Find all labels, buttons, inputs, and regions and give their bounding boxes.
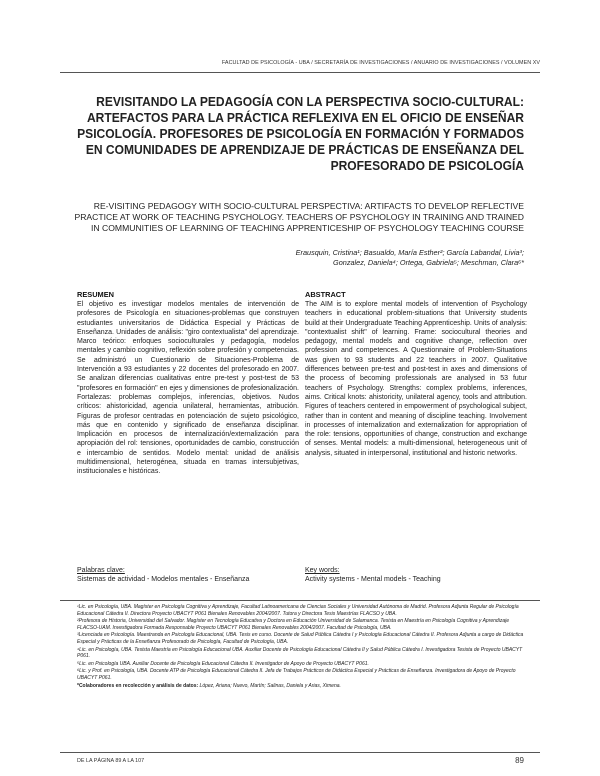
header-rule [60,72,540,73]
footnotes [77,604,526,690]
keywords-en [305,566,441,585]
resumen-text: El objetivo es investigar modelos mentales de intervención de profesores de Psicología en situaciones-problemas que construyen estudiantes universitarios de Didáctica Especial y Prácticas de Enseñanza. Unidades de análisis: "giro contextualista" del aprendizaje. Marco teórico: enfoques socioculturales y pedagogía, modelos mentales y cambio cognitivo, reflexión sobre profesión y competencias. Se administró un Cuestionario de Situaciones-Problema de Intervención a 93 estudiantes y 22 docentes del profesorado en 2007. Se analizan diferencias cualitativas entre pre-test y post-test de 53 "profesores en formación" en ejes y dimensiones de profesionalización. Fortalezas: problemas complejos, inferencias, objetivos. Nudos críticos: ahistoricidad, agencia unilateral, herramientas, atribución. Figuras de profesor centradas en potenciación de sujeto psicológico, más que en contenido y significado de enseñanza disciplinar. Implicación en procesos de internalización/externalización para apropiación del rol: tensiones, oportunidades de cambio, construcción e intercambio de sentidos. Modelo mental: unidad de análisis multidimensional, heterogénea, situada en tramas intersubjetivas, institucionales e históricas. [77,301,299,476]
collaborators-label: *Colaboradores en recolección y análisis de datos: [77,682,199,689]
collaborators-note [77,683,526,690]
resumen-heading: RESUMEN [77,290,114,299]
page-range: DE LA PÁGINA 89 A LA 107 [77,758,145,764]
keywords-en-text: Activity systems - Mental models - Teaching [305,576,441,584]
keywords-en-label: Key words: [305,567,340,574]
resumen-section [77,290,299,477]
abstract-text: The AIM is to explore mental models of intervention of Psychology teachers in educational problem-situations that University students build at their Undergraduate Teaching Apprenticeship. Units of analysis: "contextualist shift" of learning. Frame: sociocultural theories and pedagogy, mental models and cognitive change, reflection over profession and competences. A Questionnaire of Problem-Situations was given to 93 students and 22 teachers in 2007. Qualitative differences between pre-test and post-test in axes and dimensions of the process of becoming professionals are analysed in 53 futur teachers of Psychology. Strengths: complex problems, inferences, aims. Critical knots: ahistoricity, unilateral agency, tools and attribution. Figures of teachers centered in empowerment of psychological subject, rather than in content and meaning of discipline teaching. Involvement in processes of internalization and externalization for appropriation of the role: tensions, opportunities of change, construction and exchange of senses. Mental models: a multi-dimensional, heterogeneous unit of analysis, situated in interpersonal, institutional and historic networks. [305,301,527,457]
footnote-1: ¹Lic. en Psicología, UBA. Magíster en Psicología Cognitiva y Aprendizaje, Facultad Latinoamericana de Ciencias Sociales y Universidad Autónoma de Madrid. Profesora Adjunta Regular de Psicología Educacional Cátedra II. Directora Proyecto UBACYT P061 Bienales Renovables 2004/2007. Tutora y Directora Tesis Maestrías FLACSO y UBA. [77,604,519,617]
page-number: 89 [515,756,524,765]
author-line-2: Gonzalez, Daniela⁴; Ortega, Gabriela⁵; Meschman, Clara⁶* [333,258,524,268]
running-head: FACULTAD DE PSICOLOGÍA - UBA / SECRETARÍA DE INVESTIGACIONES / ANUARIO DE INVESTIGACIONES / VOLUMEN XV [221,60,540,66]
footnote-2: ²Profesora de Historia, Universidad del Salvador. Magíster en Tecnología Educativa y Doctora en Educación Universidad de Salamanca. Tesista en Maestría en Psicología Cognitiva y Aprendizaje FLACSO-UAM. Investigadora Formada Responsable Proyecto UBACYT P061 Bienales Renovables 2004/2007. Facultad de Psicología, UBA. [77,618,509,631]
author-list [180,248,524,269]
keywords-es-text: Sistemas de actividad - Modelos mentales - Enseñanza [77,576,250,584]
footnote-rule [60,600,540,601]
article-title: REVISITANDO LA PEDAGOGÍA CON LA PERSPECTIVA SOCIO-CULTURAL: ARTEFACTOS PARA LA PRÁCTICA REFLEXIVA EN EL OFICIO DE ENSEÑAR PSICOLOGÍA. PROFESORES DE PSICOLOGÍA EN FORMACIÓN Y FORMADOS EN COMUNIDADES DE APRENDIZAJE DE PRÁCTICAS DE ENSEÑANZA DEL PROFESORADO DE PSICOLOGÍA [77,94,525,173]
footnote-5: ⁵Lic. en Psicología UBA. Auxiliar Docente de Psicología Educacional Cátedra II. Investigador de Apoyo de Proyecto UBACYT P061. [77,660,369,667]
footnote-4: ⁴Lic. en Psicología, UBA. Tesista Maestría en Psicología Educacional UBA. Auxiliar Docente de Psicología Educacional Cátedra II y Salud Pública Cátedra I. Investigadora Tesista de Proyecto UBACYT P061. [77,646,523,660]
footnote-6: ⁶Lic. y Prof. en Psicología, UBA. Docente ATP de Psicología Educacional Cátedra II. Jefa de Trabajos Prácticos de Didáctica Especial y Prácticas de Enseñanza. Investigadora de Apoyo de Proyecto UBACYT P061. [77,668,516,681]
keywords-es [77,566,249,585]
author-line-1: Erausquin, Cristina¹; Basualdo, María Esther²; García Labandal, Livia³; [295,248,524,257]
footnote-3: ³Licenciada en Psicología. Maestranda en Psicología Educacional, UBA. Tesis en curso. Docente de Salud Pública Cátedra I y Psicología Educacional Cátedra II. Profesora Adjunta a cargo de Didáctica Especial y Prácticas de la Enseñanza Profesorado de Psicología, Facultad de Psicología, UBA. [77,632,524,645]
article-subtitle: RE-VISITING PEDAGOGY WITH SOCIO-CULTURAL PERSPECTIVA: ARTIFACTS TO DEVELOP REFLECTIVE PRACTICE AT WORK OF TEACHING PSYCHOLOGY. TEACHERS OF PSYCHOLOGY IN TRAINING AND TRAINED IN COMMUNITIES OF LEARNING OF TEACHING APPRENTICESHIP OF PSYCHOLOGY TEACHING COURSE [74,201,524,233]
abstract-section [305,290,527,458]
footer-rule [60,752,540,753]
abstract-heading: ABSTRACT [305,290,346,299]
collaborators-names: López, Ariana; Nuevo, Martín; Salinas, Daniela y Arias, Ximena. [199,682,341,689]
keywords-es-label: Palabras clave: [77,567,125,574]
